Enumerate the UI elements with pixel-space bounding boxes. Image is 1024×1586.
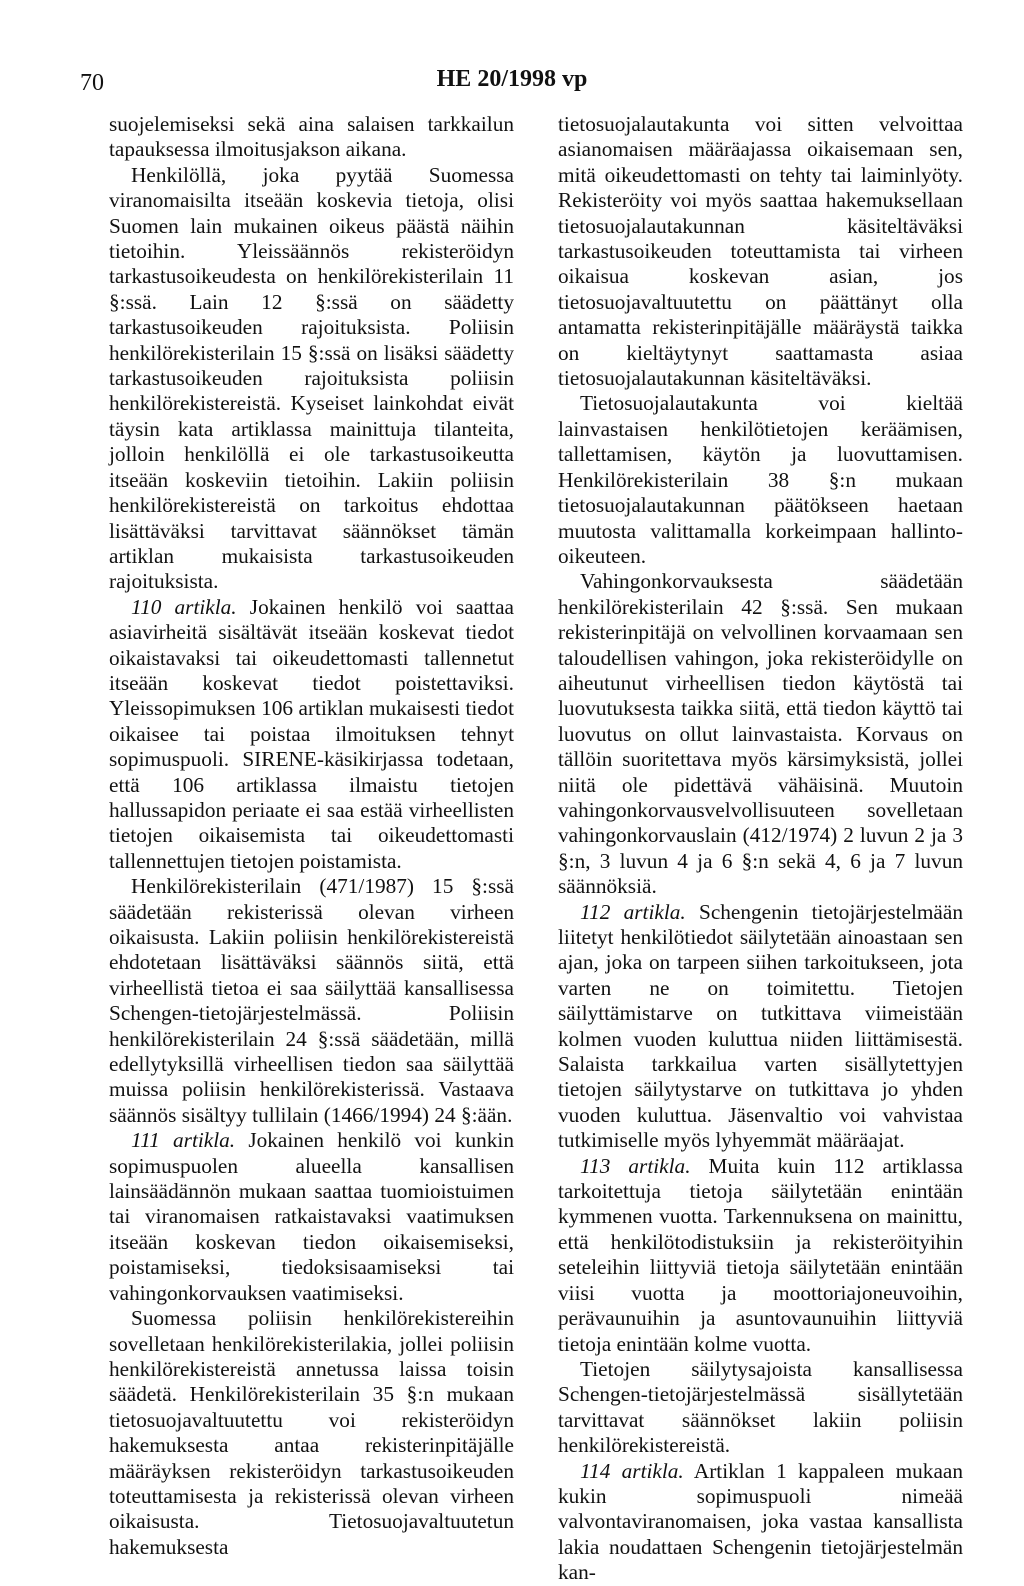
- page-number: 70: [80, 70, 104, 96]
- paragraph: [558, 112, 963, 391]
- paragraph-text: Jokainen henkilö voi kunkin sopimuspuolen alueella kansallisen lainsäädännön mukaan saattaa tuomioistuimen tai viranomaisen ratkaistavaksi vaatimuksen itseään koskevan tiedon oikaisemiseksi, poistamiseksi, tiedoksisaamiseksi tai vahingonkorvauksen vaatimiseksi.: [109, 1128, 514, 1305]
- page-header: HE 20/1998 vp: [436, 66, 588, 92]
- paragraph-text: Henkilörekisterilain (471/1987) 15 §:ssä säädetään rekisterissä olevan virheen oikaisusta. Lakiin poliisin henkilörekistereistä ehdotetaan lisättäväksi säännös siitä, että virheellistä tietoa ei saa säilyttää kansallisessa Schengen-tietojärjestelmässä. Poliisin henkilörekisterilain 24 §:ssä säädetään, millä edellytyksillä virheellisen tiedon saa säilyttää muissa poliisin henkilörekisterissä. Vastaava säännös sisältyy tullilain (1466/1994) 24 §:ään.: [109, 874, 514, 1127]
- paragraph: [558, 900, 963, 1154]
- paragraph-text: Tietojen säilytysajoista kansallisessa Schengen-tietojärjestelmässä sisällytetään tarvittavat säännökset lakiin poliisin henkilörekistereistä.: [558, 1356, 963, 1458]
- paragraph-text: Suomessa poliisin henkilörekistereihin sovelletaan henkilörekisterilakia, jollei poliisin henkilörekistereistä annetussa laissa toisin säädetä. Henkilörekisterilain 35 §:n mukaan tietosuojavaltuutettu voi rekisteröidyn hakemuksesta antaa rekisterinpitäjälle määräyksen rekisteröidyn tarkastusoikeuden toteuttamisesta ja rekisterissä olevan virheen oikaisusta. Tietosuojavaltuutetun hakemuksesta: [109, 1306, 514, 1559]
- left-column: [109, 112, 514, 1560]
- paragraph: [558, 1459, 963, 1586]
- paragraph-text: Muita kuin 112 artiklassa tarkoitettuja tietoja säilytetään enintään kymmenen vuotta. Tarkennuksena on mainittu, että henkilötodistuksiin ja rekisteröityihin seteleihin liittyviä tietoja säilytetään enintään viisi vuotta ja moottoriajoneuvoihin, perävaunuihin ja asuntovaunuihin liittyviä tietoja enintään kolme vuotta.: [558, 1153, 963, 1356]
- paragraph-text: Schengenin tietojärjestelmään liitetyt henkilötiedot säilytetään ainoastaan sen ajan, joka on tarpeen siihen tarkoitukseen, jota varten ne on toimitettu. Tietojen säilyttämistarve on tutkittava viimeistään kolmen vuoden kuluttua niiden liittämisestä. Salaista tarkkailua varten sisällytettyjen tietojen säilytystarve on tutkittava jo yhden vuoden kuluttua. Jäsenvaltio voi vahvistaa tutkimiselle myös lyhyemmät määräajat.: [558, 899, 963, 1153]
- paragraph: [558, 391, 963, 569]
- article-heading: 114 artikla.: [580, 1458, 684, 1483]
- paragraph-text: Henkilöllä, joka pyytää Suomessa viranomaisilta itseään koskevia tietoja, olisi Suomen lain mukainen oikeus päästä näihin tietoihin. Yleissäännös rekisteröidyn tarkastusoikeudesta on henkilörekisterilain 11 §:ssä. Lain 12 §:ssä on säädetty tarkastusoikeuden rajoituksista. Poliisin henkilörekisterilain 15 §:ssä on lisäksi säädetty tarkastusoikeuden rajoituksista poliisin henkilörekistereistä. Kyseiset lainkohdat eivät täysin kata artiklassa mainittuja tilanteita, jolloin henkilöllä ei ole tarkastusoikeutta itseään koskeviin tietoihin. Lakiin poliisin henkilörekistereistä on tarkoitus ehdottaa lisättäväksi tarvittavat säännökset tämän artiklan mukaisista tarkastusoikeuden rajoituksista.: [109, 162, 514, 594]
- paragraph: [109, 1128, 514, 1306]
- paragraph-text: Vahingonkorvauksesta säädetään henkilörekisterilain 42 §:ssä. Sen mukaan rekisterinpitäjä on velvollinen korvaamaan sen taloudellisen vahingon, joka rekisteröidylle on aiheutunut virheellisen tiedon käytöstä tai luovutuksesta taikka siitä, että tiedon käyttö tai luovutus on ollut lainvastaista. Korvaus on tällöin suoritettava myös kärsimyksistä, jollei niitä ole pidettävä vähäisinä. Muutoin vahingonkorvausvelvollisuuteen sovelletaan vahingonkorvauslain (412/1974) 2 luvun 2 ja 3 §:n, 3 luvun 4 ja 6 §:n sekä 4, 6 ja 7 luvun säännöksiä.: [558, 569, 963, 899]
- article-heading: 112 artikla.: [580, 899, 686, 924]
- paragraph-text: Artiklan 1 kappaleen mukaan kukin sopimuspuoli nimeää valvontaviranomaisen, joka vastaa kansallista lakia noudattaen Schengenin tietojärjestelmän kan-: [558, 1458, 963, 1585]
- paragraph-text: tietosuojalautakunta voi sitten velvoittaa asianomaisen määräajassa oikaisemaan sen, mitä oikeudettomasti on tehty tai laiminlyöty. Rekisteröity voi myös saattaa hakemuksellaan tietosuojalautakunnan käsiteltäväksi tarkastusoikeuden toteuttamista tai virheen oikaisua koskevan asian, jos tietosuojavaltuutettu on päättänyt olla antamatta rekisterinpitäjälle määräystä taikka on kieltäytynyt saattamasta asiaa tietosuojalautakunnan käsiteltäväksi.: [558, 112, 963, 391]
- paragraph: [109, 163, 514, 595]
- paragraph: [109, 112, 514, 163]
- paragraph: [109, 595, 514, 874]
- paragraph: [109, 1306, 514, 1560]
- paragraph: [109, 874, 514, 1128]
- paragraph: [558, 1357, 963, 1459]
- paragraph: [558, 1154, 963, 1357]
- paragraph: [558, 569, 963, 899]
- article-heading: 111 artikla.: [131, 1128, 236, 1153]
- right-column: [558, 112, 963, 1586]
- paragraph-text: Tietosuojalautakunta voi kieltää lainvastaisen henkilötietojen keräämisen, tallettamisen, käytön ja luovuttamisen. Henkilörekisterilain 38 §:n mukaan tietosuojalautakunnan päätökseen haetaan muutosta valittamalla korkeimpaan hallinto-oikeuteen.: [558, 391, 963, 568]
- paragraph-text: Jokainen henkilö voi saattaa asiavirheitä sisältävät itseään koskevat tiedot oikaistavaksi tai oikeudettomasti tallennetut itseään koskevat tiedot poistettaviksi. Yleissopimuksen 106 artiklan mukaisesti tiedot oikaisee tai poistaa ilmoituksen tehnyt sopimuspuoli. SIRENE-käsikirjassa todetaan, että 106 artiklassa ilmaistu tietojen hallussapidon periaate ei saa estää virheellisten tietojen oikaisemista tai oikeudettomasti tallennettujen tietojen poistamista.: [109, 594, 514, 873]
- article-heading: 113 artikla.: [580, 1153, 691, 1178]
- article-heading: 110 artikla.: [131, 594, 237, 619]
- paragraph-text: suojelemiseksi sekä aina salaisen tarkkailun tapauksessa ilmoitusjakson aikana.: [109, 112, 514, 162]
